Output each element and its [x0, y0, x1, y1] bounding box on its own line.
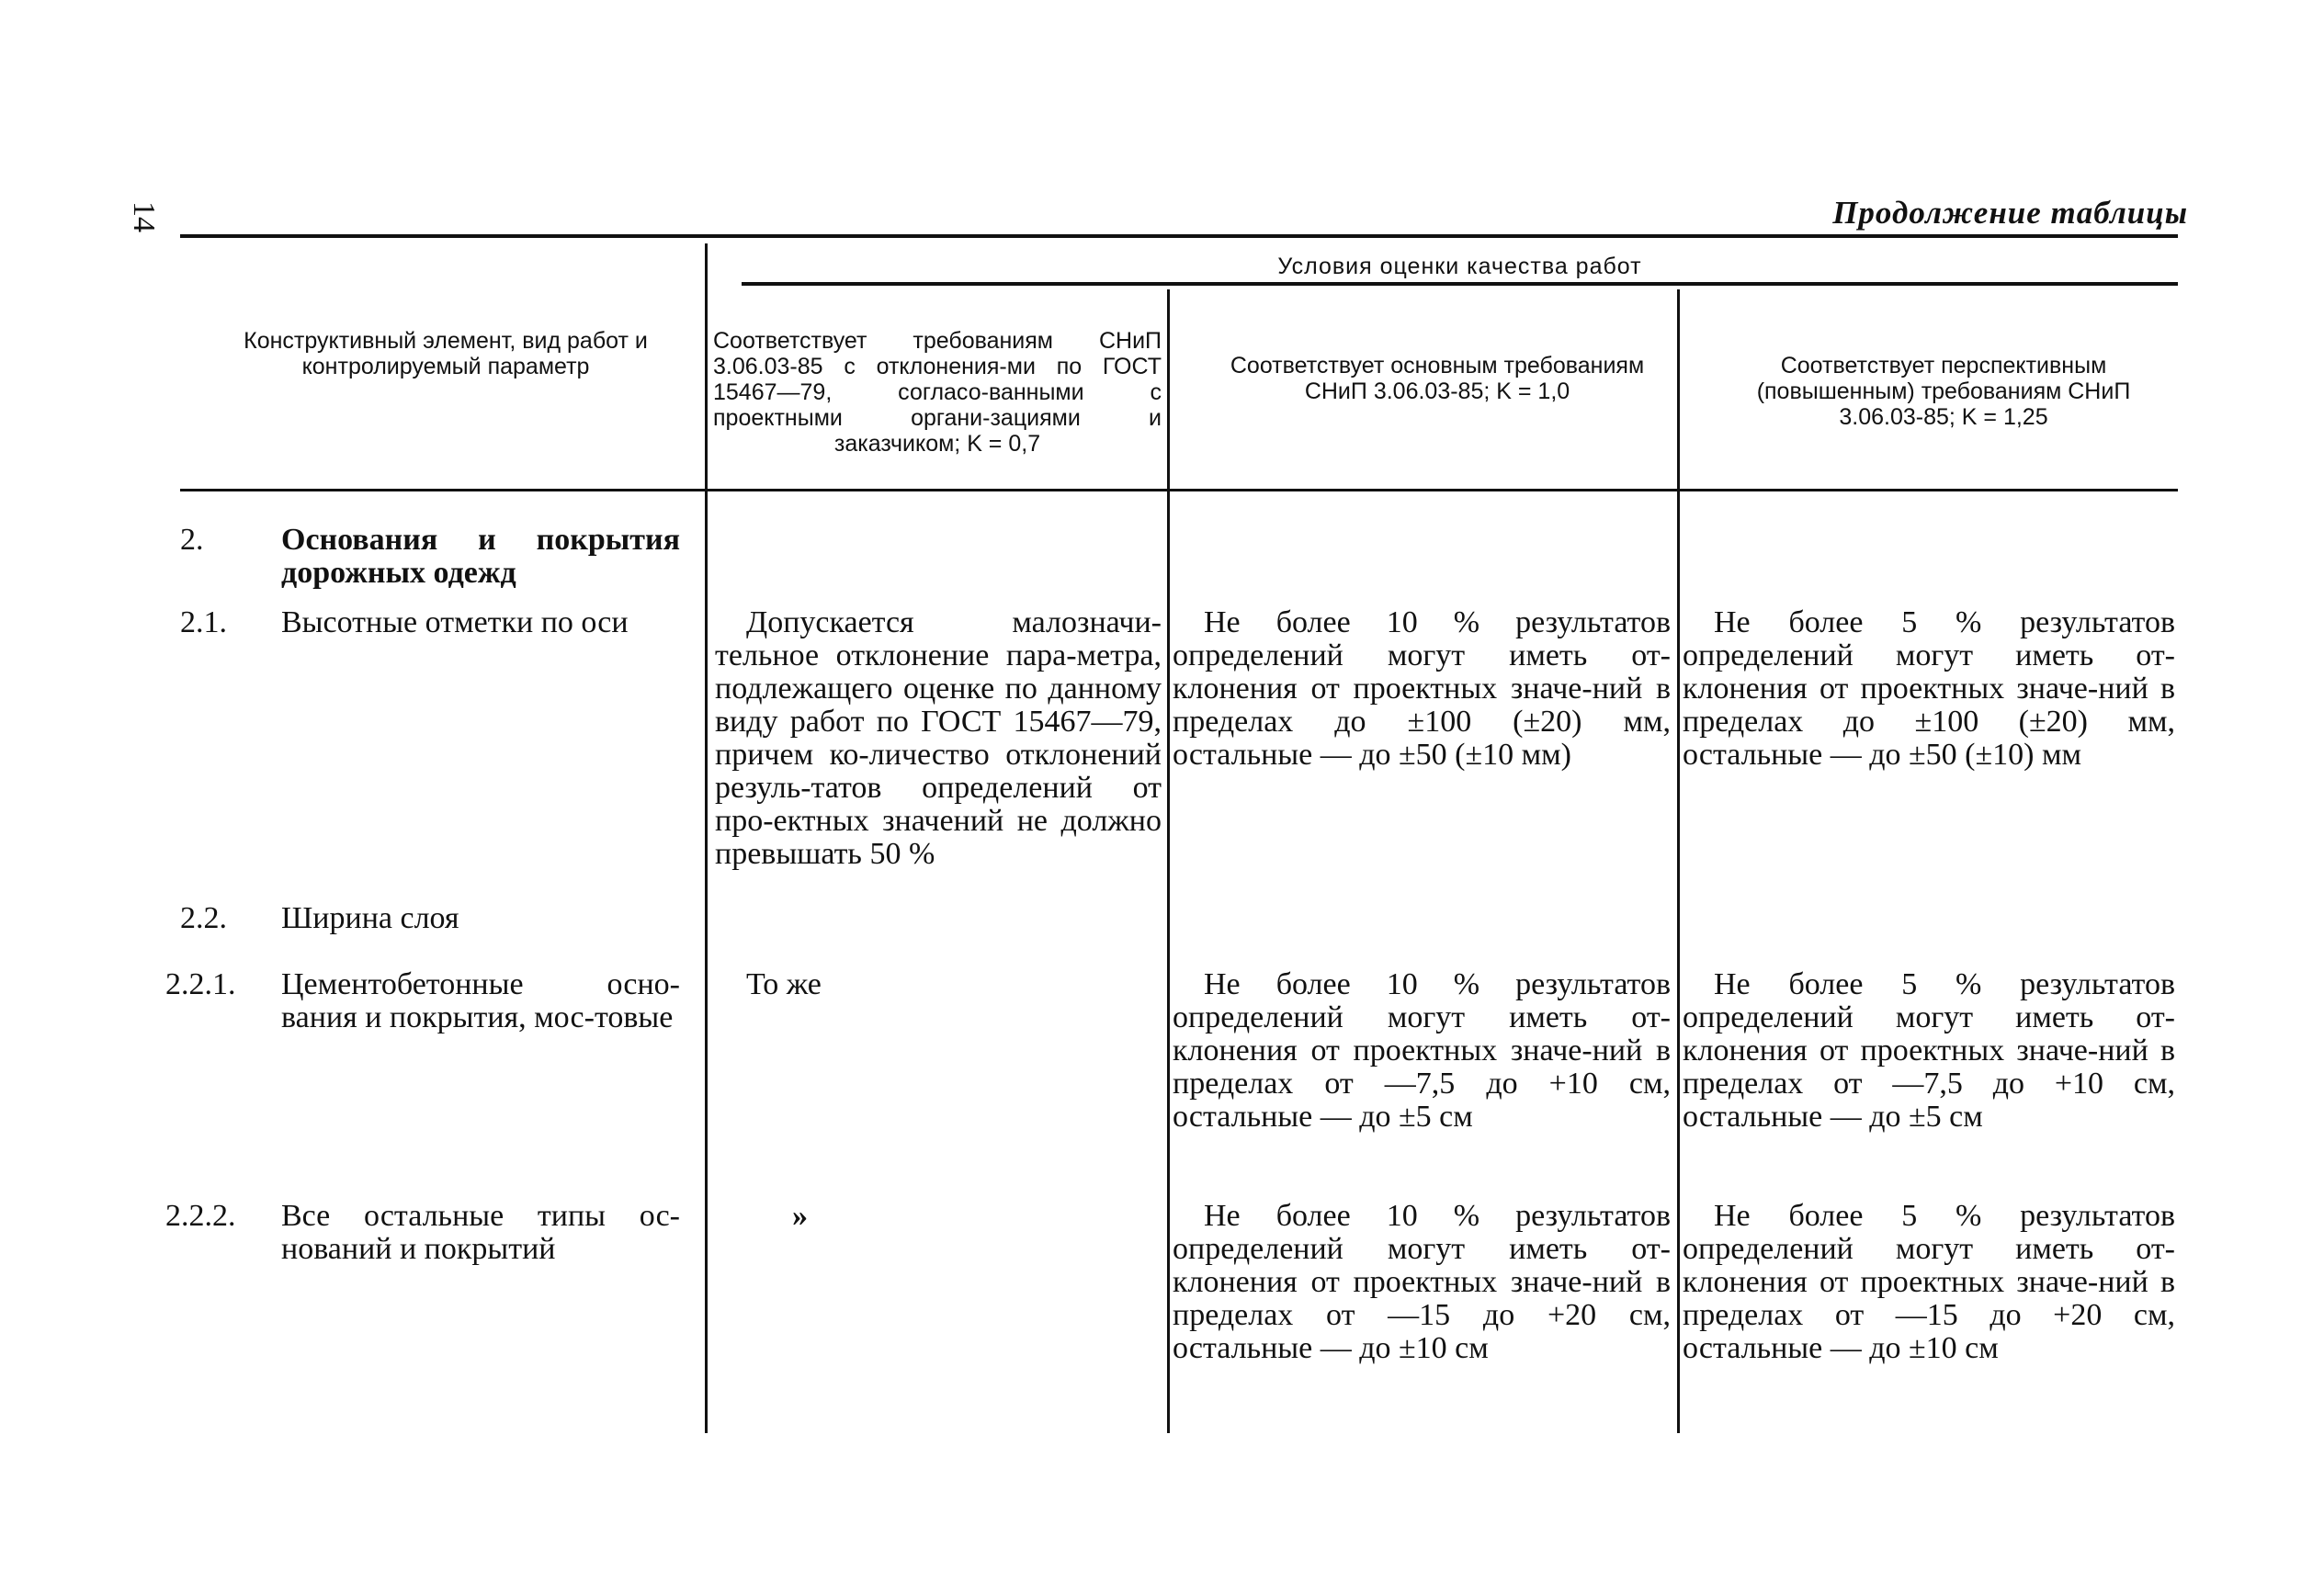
row-number: 2.2.2. [165, 1199, 236, 1233]
column-divider-3 [1677, 289, 1680, 1433]
section-title: Основания и покрытия дорожных одежд [281, 523, 680, 590]
ditto-mark: » [792, 1199, 808, 1233]
row-element: Все остальные типы ос-нований и покрытий [281, 1199, 680, 1266]
row-number: 2.2. [180, 901, 227, 935]
table-top-rule [180, 234, 2178, 238]
row-k125-text: Не более 5 % результатов определений могут иметь от-клонения от проектных значе-ний в пределах от —15 до +20 см, остальные — до ±10 см [1683, 1199, 2175, 1365]
row-number: 2.1. [180, 605, 227, 639]
row-k10-text: Не более 10 % результатов определений могут иметь от-клонения от проектных значе-ний в пределах от —7,5 до +10 см, остальные — до ±5 см [1173, 967, 1671, 1134]
header-bottom-rule [180, 489, 2178, 491]
row-element: Высотные отметки по оси [281, 605, 629, 639]
row-element: Цементобетонные осно-вания и покрытия, мос-товые [281, 967, 680, 1034]
header-k125: Соответствует перспективным (повышенным) требованиям СНиП 3.06.03-85; K = 1,25 [1756, 353, 2131, 430]
header-k10: Соответствует основным требованиям СНиП 3.06.03-85; K = 1,0 [1230, 353, 1645, 404]
row-element: Ширина слоя [281, 901, 459, 935]
column-divider-1 [705, 243, 708, 1433]
row-k07-text: Допускается малозначи-тельное отклонение пара-метра, подлежащего оценке по данному виду работ по ГОСТ 15467—79, причем ко-личество отклонений резуль-татов определений от про-ектных значений не должно превышать 50 % [715, 605, 1162, 871]
row-number: 2.2.1. [165, 967, 236, 1001]
header-element-column: Конструктивный элемент, вид работ и контролируемый параметр [244, 328, 648, 379]
column-divider-2 [1167, 289, 1170, 1433]
row-number: 2. [180, 523, 204, 557]
header-k07: Соответствует требованиям СНиП 3.06.03-85 с отклонения-ми по ГОСТ 15467—79, согласо-ванными с проектными органи-зациями и заказчиком; K = 0,7 [713, 328, 1162, 457]
header-group-title: Условия оценки качества работ [1277, 254, 1642, 279]
row-k125-text: Не более 5 % результатов определений могут иметь от-клонения от проектных значе-ний в пределах от —7,5 до +10 см, остальные — до ±5 см [1683, 967, 2175, 1134]
group-header-rule [742, 282, 2178, 286]
row-k10-text: Не более 10 % результатов определений могут иметь от-клонения от проектных значе-ний в пределах до ±100 (±20) мм, остальные — до ±50 (±10 мм) [1173, 605, 1671, 772]
row-k10-text: Не более 10 % результатов определений могут иметь от-клонения от проектных значе-ний в пределах от —15 до +20 см, остальные — до ±10 см [1173, 1199, 1671, 1365]
row-k07-text: То же [746, 967, 822, 1001]
page-number: 14 [127, 201, 161, 232]
continuation-label: Продолжение таблицы [1832, 195, 2188, 231]
row-k125-text: Не более 5 % результатов определений могут иметь от-клонения от проектных значе-ний в пределах до ±100 (±20) мм, остальные — до ±50 (±10) мм [1683, 605, 2175, 772]
